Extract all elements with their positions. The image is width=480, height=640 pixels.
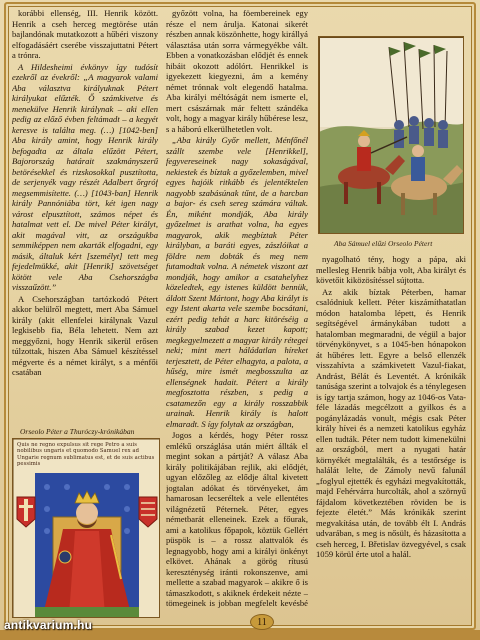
paragraph: Az akik bíztak Péterben, hamar csalódniuk kellett. Péter kiszámíthatatlan módon hatalomba lépett, és Henrik segítségével ármánykában tudott a hatalomban megmaradni, de végül a bajor törvénykönyvet, s a 1045-ben hónapokon át hűbéres lett. Egyre a belső ellenzék visszahívta a számkivetett Vazul-fiakat, Andrást, Bélát és Leventét. A krónikák tanúsága szerint a tolvajok és a ténylegesen is így tartja számon, hogy az 1046-os Vata-féle lázadás megcélzott a gyilkos és a pogánylázadás vonult, mégis csak Péter király hívei és a nemzeti katolikus egyház ellen tudták. Péter nem tudott kimenekülni az országból, mert a nyugati határ környékét megtalálták, és a testőrsége is halálát lelte, de Zámoly nevű falunál „foglyul ejtették és egyházi megvakították, majd Fehérvárra hurcolták, ahol a szörnyű fájdalom következtében röviden be is fejezte életét.” Más krónikák szerint megvakítása után, de tovább élt I. András udvarában, s meg is nősült, és házasította a cseh herceg, I. Břetislav özvegyével, s csak 1059 körül érte utol a halál. <box>316 286 466 559</box>
quote-paragraph: „Aba király Győr mellett, Ménfőnél szállt szembe vele [Henrikkel], fegyvereseinek nagy sokaságával, nekiestek és bíztak a győzelemben, mivel egyes hajóik ritkább és jelentéktelen nagyobb szabásúnak tűnt, de a harcban a bajor- és cseh sereg számára váltak. Én, miként mondják, Aba király győzelmet is arathat volna, ha egyes magyarok, akik megbíztak Péter királyban, a baráti egyes, zászlóikat a földre nem dobták és meg nem futamodtak volna. A németek viszont azt mondják, hogy amikor a csatahelyhez közeledtek, egy istenes küldött bennük, áldott Szent Mártont, hogy Aba királyt is egy Istent akarta vele szembe bocsátani, ezért pedig tehát a harc kitöréséig a király szabad kezet kapott; megkegyelmezett a magyar király rétegei neki; mint mert háládatlan híreket terjesztett, de Péter elhagyta, a palota, a hűség, mire ismét megbosszulta az ellenségnek hadait. Pétert a király megfosztotta részben, s pedig a csatamezőn egy a király rosszabbik urainak. Henrik király is halott elmaradt. S így folytak az országban, <box>166 135 308 429</box>
paragraph: Jogos a kérdés, hogy Péter rossz emlékű országlása után miért állták el megint sokan a pártját? A válasz Aba király politikájában rejlik, aki elődjét, ugyan előzőleg az elődje által kivetett jogtalan adókat és törvényeket, ám hamarosan lecseréltek a vele ellentétes világnézetű Péternek. Péter, egyes németbarát elleneinek. Ezek a főurak, ami a katolikus főpapok, köztük Gellért püspök is – a rossz alattvalók és legnagyobb, hogy ami a királyi önkényt elkövet. Ahának a görög rítusú kereszténység iránti rokonszenve, ami mellette a szabad magyarok – akikre ő is támaszkodott, s akiknek érdekeit nézte – tömegeinek is jobban megfelelt kevésbé <box>166 430 308 608</box>
paragraph: győzött volna, ha föembereinek egy része el nem árulja. Katonai sikerét részben annak köszönhette, hogy királlyá választása után sorra vármegyékbe vált. Ebben a vonatkozásban elődjét és ennek hibáit okozott adólórt. Henrikkel is igyekezett kiegyezni, ám a kemény német trónnak volt elegendő hatalma. Aba királyi méltóságát nem ismerte el, mert császárnak már feltett szándéka volt, hogy a magyar király hűbérese lesz, s a háború elkerülhetetlen volt. <box>166 8 308 134</box>
battle-illustration <box>318 36 464 234</box>
watermark-logo: antikvarium.hu <box>4 618 93 632</box>
paragraph: nyagolható tény, hogy a pápa, aki mellesleg Henrik bábja volt, Aba királyt és követőit kiközösítéssel sújtotta. <box>316 254 466 285</box>
paragraph: A Csehországban tartózkodó Pétert akkor belülről megtett, mert Aba Sámuel király (akit ellenfelei királynak Vazul legkisebb fia, Béla lehetett. Nem azt meggyőzni, hogy Henrik sikerül erősen túlzottak, hiszen Aba Sámuel készítéssel mégverte és a német királyt, s a ménfői csatában <box>12 293 158 377</box>
paragraph: korábbi ellenség, III. Henrik között. Henrik a cseh herceg megtörése után bajlandónak mutatkozott a hűbéri viszony elfogadásáért cserébe visszajuttatni Pétert a trónra. <box>12 8 158 60</box>
text-column-1 <box>12 8 158 428</box>
manuscript-text: Quis ne regno expulsus sit rege Petro a suis nobilibus ungaris et quomodo Samuel rex ad Ungarie regnum sublimatus est, et de suis actibus pessimis <box>17 442 155 468</box>
figure-caption: Aba Sámuel elűzi Orseolo Pétert <box>334 239 433 248</box>
figure-caption: Orseolo Péter a Thuróczy-krónikában <box>20 427 135 436</box>
text-column-3 <box>316 254 466 612</box>
king-portrait-illustration <box>12 438 160 618</box>
quote-paragraph: A Hildesheimi évkönyv így tudósít ezekről az évekről: „A magyarok valami Aba választva királyuknak Pétert királyukat elűzték. Ő számkivetve és menekülve Henrik királynak – aki ellen pedig az előző évben feltámadt – a kegyét keresve is találta meg. (…) [1042-ben] Aba király amint, hogy Henrik király befogadta az általa elűzött Pétert, Bajorország határait szakmányszerű betörésekkel és rizskosokkal pusztította, de serjenyék vagy részét Adalbert őrgróf megsemmisítette. (…) [1043-ban] Henrik király Pannóniába tört, két igen nagy várost elpusztított, számos népet és hatalmat vett el. De mivel Péter királyt, akit magával vitt, az országukba semmiképpen nem akarták elfogadni, egy másik, általuk kért [személyt] tett meg fejedelmükké, akit [Henrik] szövetséget kötött vele Aba Csehországba visszaűzött.” <box>12 61 158 292</box>
battle-scene-image <box>319 37 464 234</box>
king-portrait-image <box>13 439 160 618</box>
text-column-2 <box>166 8 308 608</box>
page-number: 11 <box>250 614 274 630</box>
